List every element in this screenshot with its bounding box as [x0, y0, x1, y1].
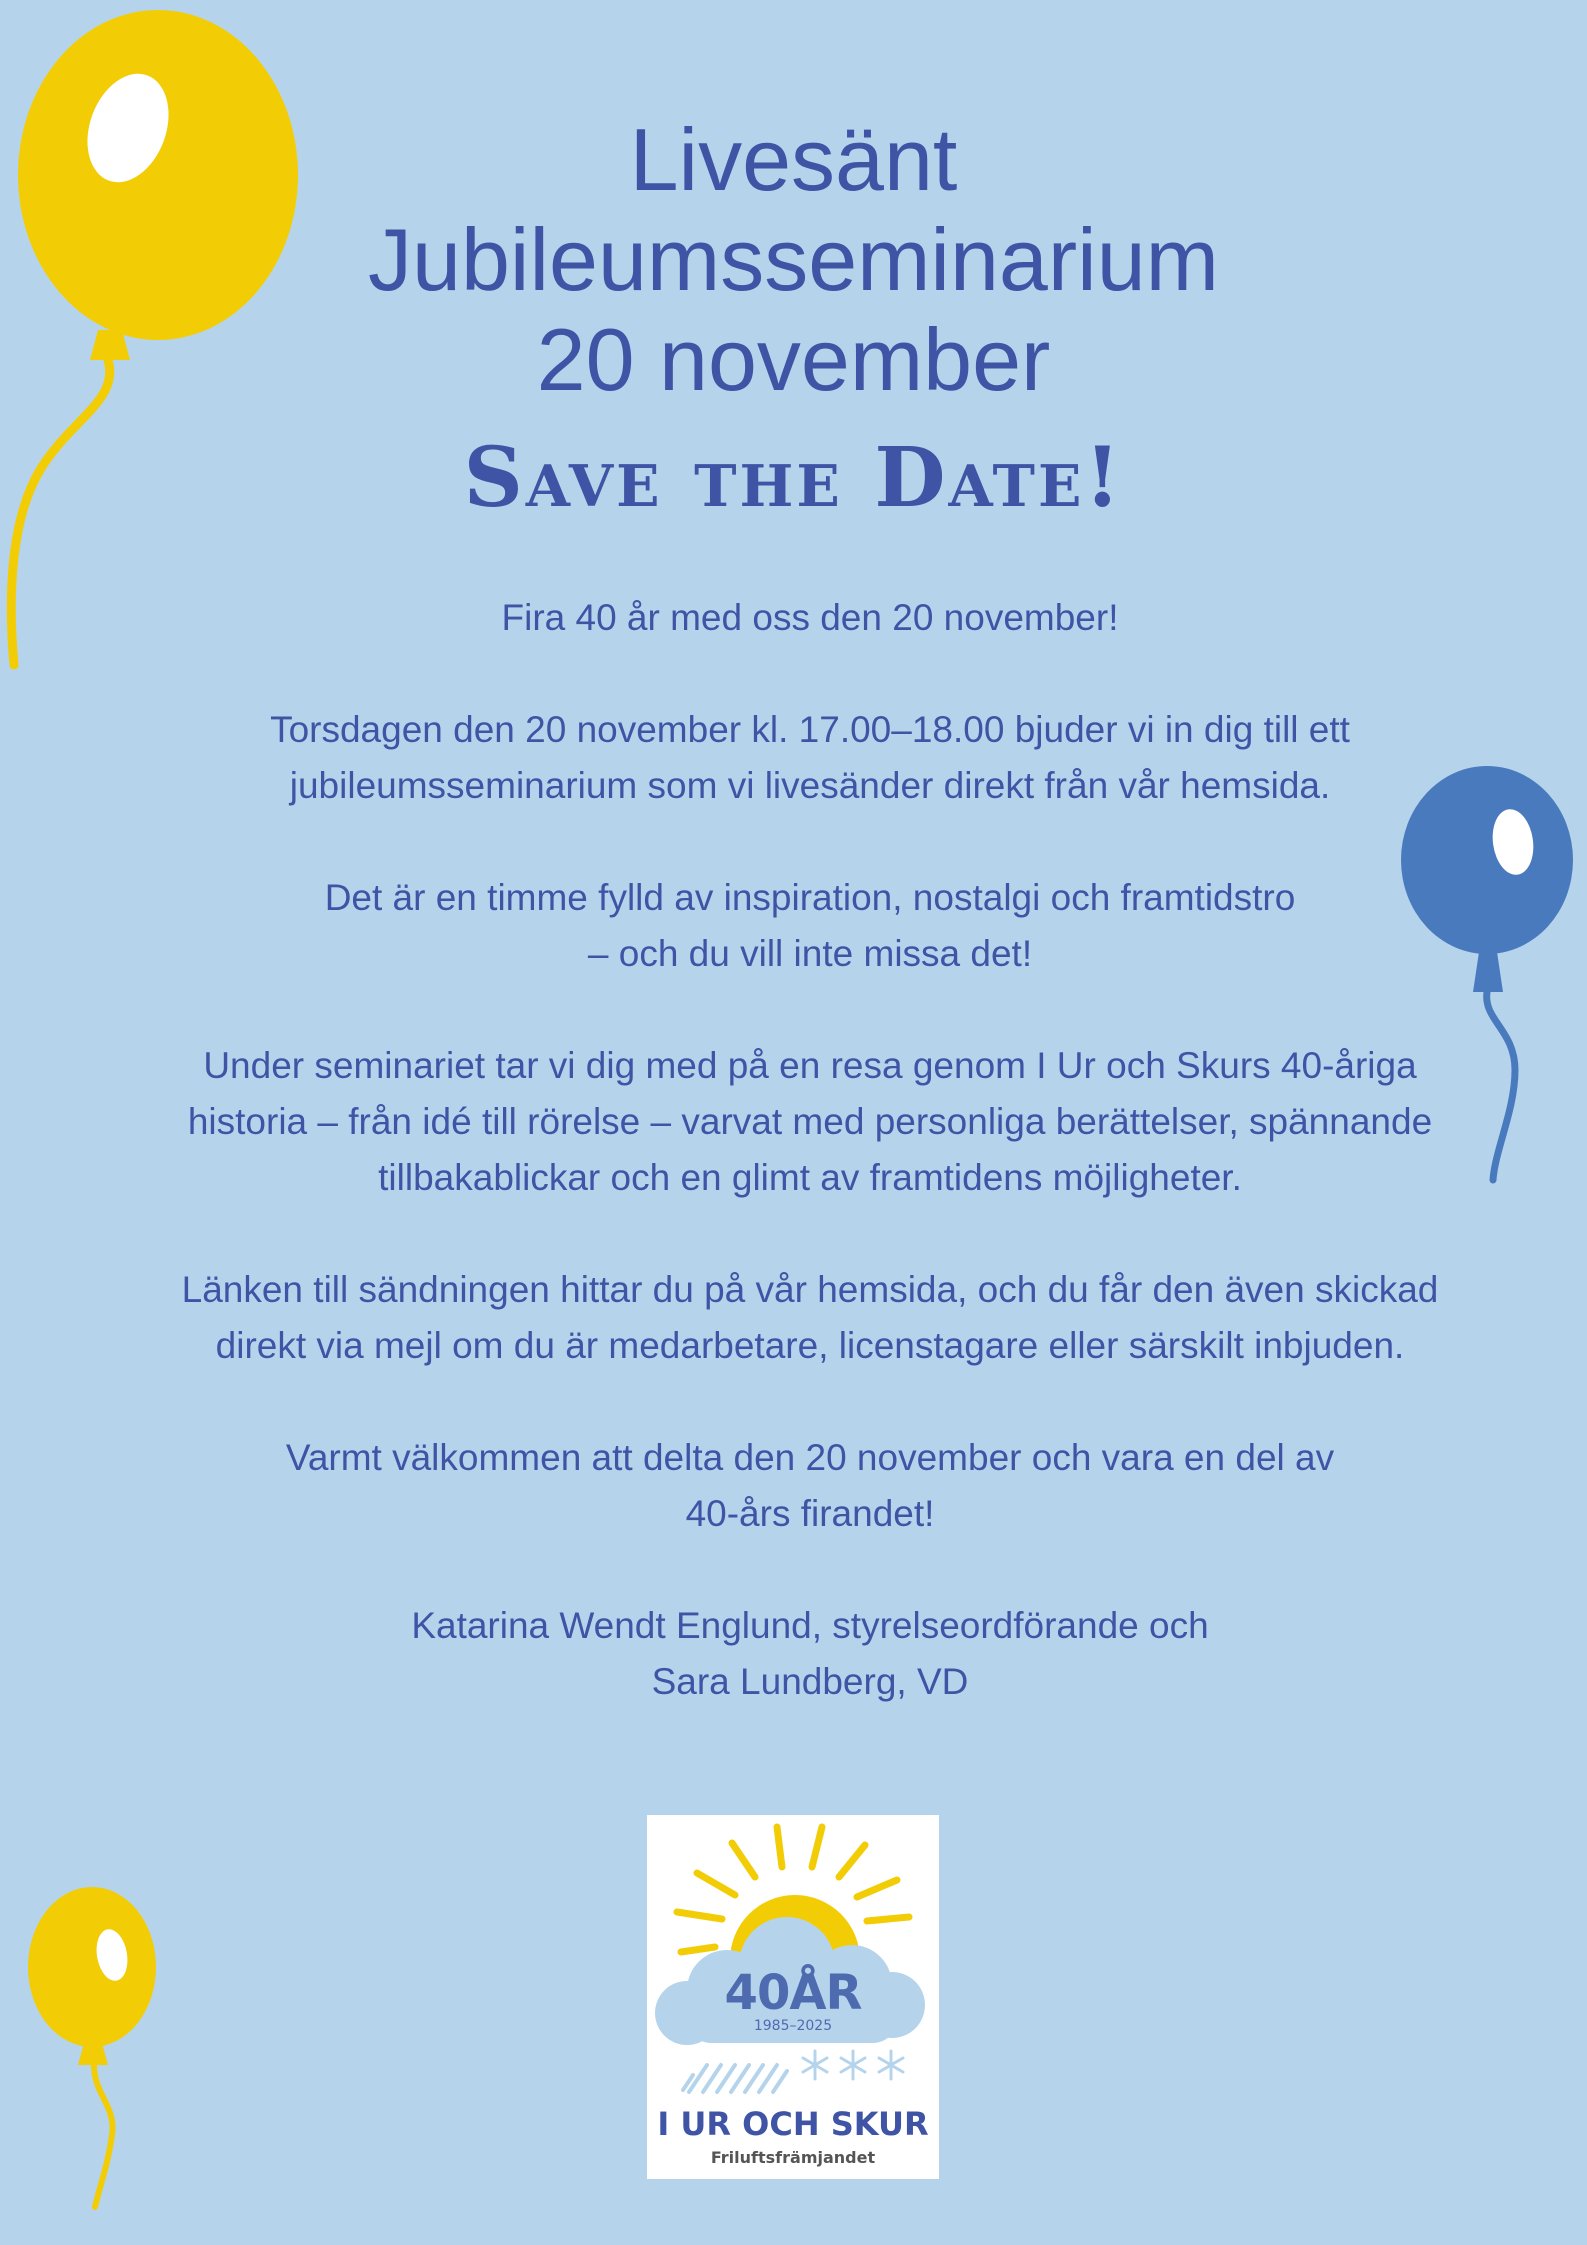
paragraph-time: Torsdagen den 20 november kl. 17.00–18.00 bjuder vi in dig till ett jubileumsseminarium som vi livesänder direkt från vår hemsida. [270, 709, 1350, 806]
paragraph-inspiration [150, 870, 1470, 982]
logo-brand-name: I UR OCH SKUR [657, 2105, 929, 2143]
signature-line-1: Katarina Wendt Englund, styrelseordförande och [411, 1605, 1209, 1646]
logo-organization: Friluftsfrämjandet [710, 2148, 876, 2167]
signature-line-2: Sara Lundberg, VD [651, 1661, 969, 1702]
welcome-line-2: 40-års firandet! [685, 1493, 935, 1534]
logo-year-range: 1985–2025 [753, 2018, 833, 2034]
logo-years: 40ÅR [724, 1965, 862, 2021]
paragraph-link: Länken till sändningen hittar du på vår hemsida, och du får den även skickad direkt via mejl om du är medarbetare, licenstagare eller särskilt inbjuden. [181, 1269, 1439, 1366]
inspiration-line-1: Det är en timme fylld av inspiration, nostalgi och framtidstro [324, 877, 1296, 918]
paragraph-celebrate: Fira 40 år med oss den 20 november! [501, 597, 1119, 638]
title-line-jubileumsseminarium: Jubileumsseminarium [368, 210, 1219, 309]
paragraph-welcome [150, 1430, 1470, 1542]
rain-icon [683, 2065, 787, 2092]
paragraph-history: Under seminariet tar vi dig med på en resa genom I Ur och Skurs 40-åriga historia – från idé till rörelse – varvat med personliga berättelser, spännande tillbakablickar och en glimt av framtidens möjligheter. [187, 1045, 1433, 1198]
save-the-date-heading: Save the Date! [463, 430, 1124, 526]
snowflake-icon [803, 2051, 903, 2079]
title-line-livesant: Livesänt [629, 110, 958, 209]
page-title [0, 110, 1587, 410]
signature [150, 1598, 1470, 1710]
inspiration-line-2: – och du vill inte missa det! [587, 933, 1033, 974]
welcome-line-1: Varmt välkommen att delta den 20 november och vara en del av [285, 1437, 1335, 1478]
title-line-date: 20 november [536, 310, 1051, 409]
invitation-text [150, 590, 1470, 1766]
anniversary-logo [647, 1815, 939, 2179]
yellow-balloon-bottom-icon [20, 1885, 170, 2215]
